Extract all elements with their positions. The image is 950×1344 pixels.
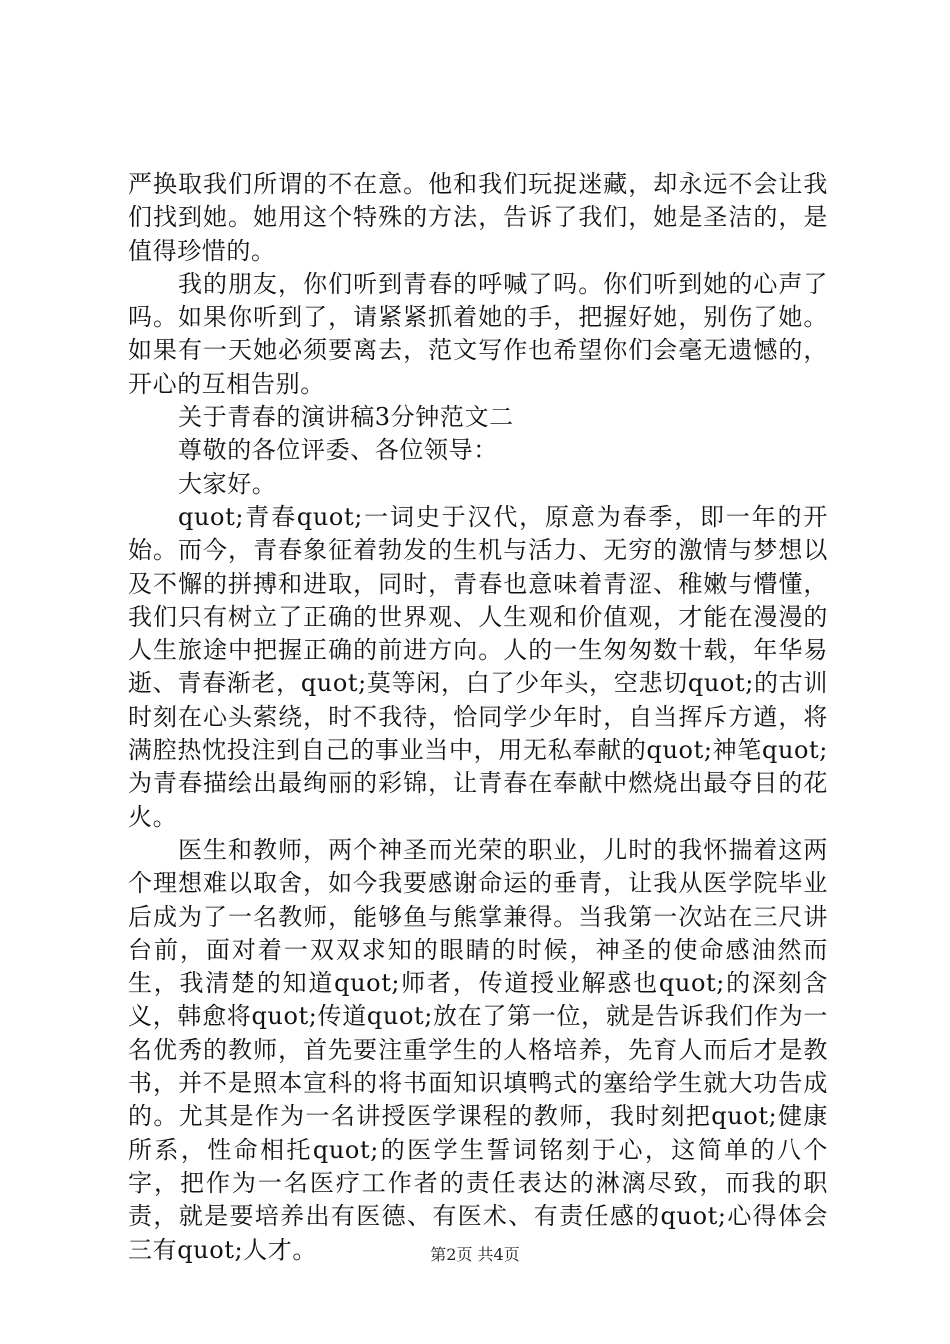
paragraph-2: 我的朋友，你们听到青春的呼喊了吗。你们听到她的心声了吗。如果你听到了，请紧紧抓着她的手，把握好她，别伤了她。如果有一天她必须要离去，范文写作也希望你们会毫无遗憾的，开心的互相告别。 [128, 269, 828, 398]
greeting: 大家好。 [178, 469, 277, 498]
paragraph-7: 医生和教师，两个神圣而光荣的职业，儿时的我怀揣着这两个理想难以取舍，如今我要感谢命运的垂青，让我从医学院毕业后成为了一名教师，能够鱼与熊掌兼得。当我第一次站在三尺讲台前，面对着一双双求知的眼睛的时候，神圣的使命感油然而生，我清楚的知道quot;师者，传道授业解惑也quot;的深刻含义，韩愈将quot;传道quot;放在了第一位，就是告诉我们作为一名优秀的教师，首先要注重学生的人格培养，先育人而后才是教书，并不是照本宣科的将书面知识填鸭式的塞给学生就大功告成的。尤其是作为一名讲授医学课程的教师，我时刻把quot;健康所系，性命相托quot;的医学生誓词铭刻于心，这简单的八个字，把作为一名医疗工作者的责任表达的淋漓尽致，而我的职责，就是要培养出有医德、有医术、有责任感的quot;心得体会三有quot;人才。 [128, 835, 828, 1264]
paragraph-6: quot;青春quot;一词史于汉代，原意为春季，即一年的开始。而今，青春象征着勃发的生机与活力、无穷的激情与梦想以及不懈的拼搏和进取，同时，青春也意味着青涩、稚嫩与懵懂，我们只有树立了正确的世界观、人生观和价值观，才能在漫漫的人生旅途中把握正确的前进方向。人的一生匆匆数十载，年华易逝、青春渐老，quot;莫等闲，白了少年头，空悲切quot;的古训时刻在心头萦绕，时不我待，恰同学少年时，自当挥斥方遒，将满腔热忱投注到自己的事业当中，用无私奉献的quot;神笔quot;为青春描绘出最绚丽的彩锦，让青春在奉献中燃烧出最夺目的花火。 [128, 502, 828, 831]
section-heading: 关于青春的演讲稿3分钟范文二 [178, 403, 514, 432]
paragraph-1: 严换取我们所谓的不在意。他和我们玩捉迷藏，却永远不会让我们找到她。她用这个特殊的方法，告诉了我们，她是圣洁的，是值得珍惜的。 [128, 170, 828, 265]
document-body [128, 168, 828, 1267]
page-number-footer: 第2页 共4页 [430, 1245, 520, 1264]
salutation: 尊敬的各位评委、各位领导： [178, 436, 498, 465]
